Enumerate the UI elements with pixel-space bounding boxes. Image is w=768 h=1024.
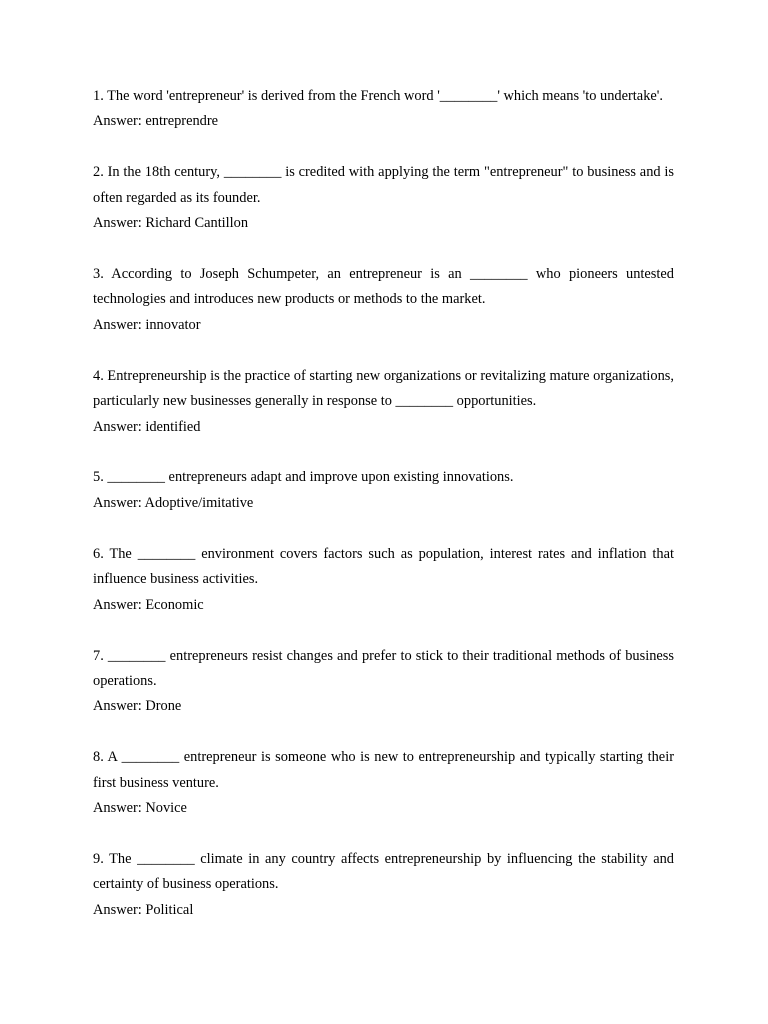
qa-item-2 — [93, 160, 674, 236]
answer-text: Answer: innovator — [93, 316, 201, 333]
answer-text: Answer: Drone — [93, 698, 182, 715]
answer-text: Answer: Political — [93, 901, 194, 918]
answer-text: Answer: identified — [93, 418, 201, 435]
answer-text: Answer: Economic — [93, 596, 204, 613]
question-text: 6. The ________ environment covers factors such as population, interest rates and inflation that influence business activities. — [93, 545, 674, 588]
answer-text: Answer: Adoptive/imitative — [93, 494, 254, 511]
question-text: 7. ________ entrepreneurs resist changes and prefer to stick to their traditional methods of business operations. — [93, 647, 674, 689]
qa-item-6 — [93, 542, 674, 618]
qa-item-9 — [93, 847, 674, 923]
answer-text: Answer: Richard Cantillon — [93, 215, 249, 232]
document-page — [93, 84, 674, 949]
qa-item-1 — [93, 84, 674, 135]
answer-text: Answer: entreprendre — [93, 113, 219, 130]
qa-item-3 — [93, 262, 674, 338]
answer-text: Answer: Novice — [93, 800, 187, 817]
question-text: 3. According to Joseph Schumpeter, an entrepreneur is an ________ who pioneers untested technologies and introduces new products or methods to the market. — [93, 266, 674, 308]
question-text: 2. In the 18th century, ________ is credited with applying the term "entrepreneur" to business and is often regarded as its founder. — [93, 164, 674, 206]
qa-item-7 — [93, 644, 674, 720]
qa-item-5 — [93, 465, 674, 516]
qa-item-8 — [93, 745, 674, 821]
question-text: 9. The ________ climate in any country affects entrepreneurship by influencing the stability and certainty of business operations. — [93, 850, 674, 893]
qa-item-4 — [93, 364, 674, 440]
question-text: 4. Entrepreneurship is the practice of starting new organizations or revitalizing mature organizations, particularly new businesses generally in response to ________ opportunities. — [93, 367, 674, 410]
question-text: 5. ________ entrepreneurs adapt and improve upon existing innovations. — [93, 469, 514, 486]
question-text: 1. The word 'entrepreneur' is derived from the French word '________' which means 'to undertake'. — [93, 88, 663, 104]
question-text: 8. A ________ entrepreneur is someone who is new to entrepreneurship and typically starting their first business venture. — [93, 749, 674, 791]
